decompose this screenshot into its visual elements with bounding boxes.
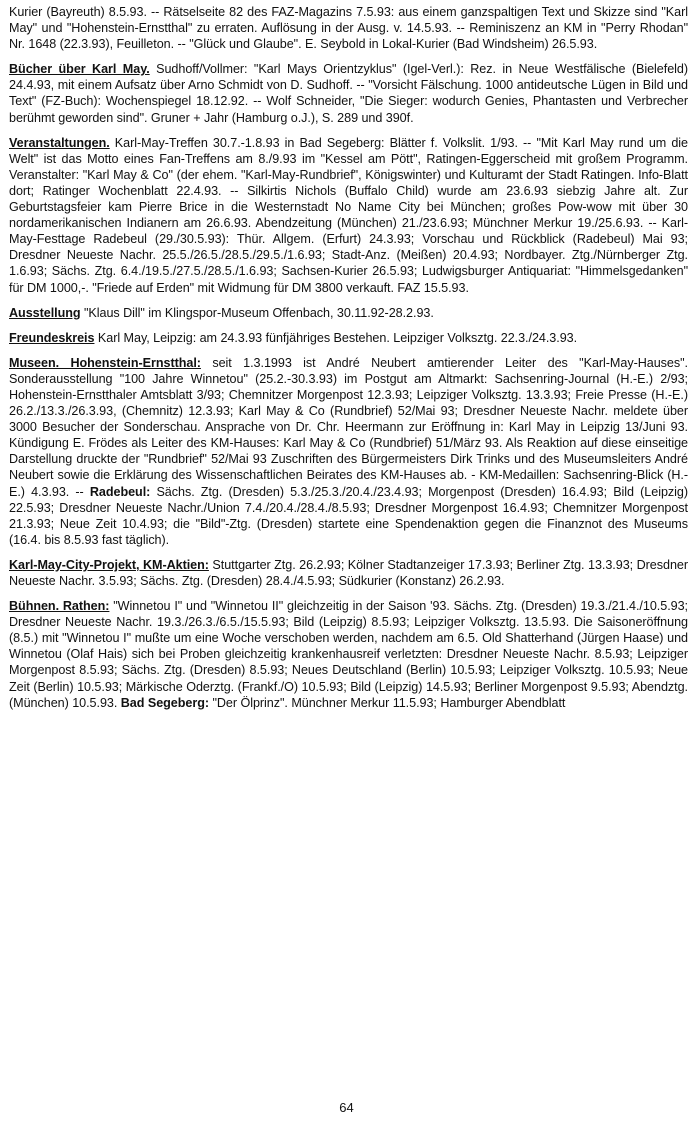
section-heading: Museen. Hohenstein-Ernstthal:	[9, 355, 201, 370]
subsection-heading: Bad Segeberg:	[120, 695, 209, 710]
paragraph-city-projekt	[9, 557, 688, 589]
paragraph-intro	[9, 4, 688, 52]
page-number: 64	[339, 1100, 354, 1115]
paragraph-ausstellung	[9, 305, 688, 321]
section-heading: Bücher über Karl May.	[9, 62, 150, 77]
paragraph-text: Kurier (Bayreuth) 8.5.93. -- Rätselseite 82 des FAZ-Magazins 7.5.93: aus einem ganzspaltigen Text und Skizze sind "Karl May" und "Hohenstein-Ernstthal" zu erraten. Auflösung in der Ausg. v. 14.5.93. -- Reminiszenz an KM in "Perry Rhodan" Nr. 1648 (22.3.93), Feuilleton. -- "Glück und Glaube". E. Seybold in Lokal-Kurier (Bad Windsheim) 26.5.93.	[9, 5, 688, 52]
paragraph-text: Karl May, Leipzig: am 24.3.93 fünfjähriges Bestehen. Leipziger Volksztg. 22.3./24.3.93.	[94, 330, 578, 345]
paragraph-museen	[9, 355, 688, 548]
paragraph-text: "Der Ölprinz". Münchner Merkur 11.5.93; Hamburger Abendblatt	[209, 695, 566, 710]
paragraph-text: Sächs. Ztg. (Dresden) 5.3./25.3./20.4./23.4.93; Morgenpost (Dresden) 16.4.93; Bild (Leipzig) 22.5.93; Dresdner Neueste Nachr./Union 7.4./20.4./28.4./8.5.93; Dresdner Morgenpost 16.4.93; Chemnitzer Morgenpost 21.3.93; Neue Zeit 10.4.93; die "Bild"-Ztg. (Dresden) startete eine Spendenaktion gegen die Finanznot des Museums (16.4. bis 8.5.93 fast täglich).	[9, 484, 688, 547]
section-heading: Ausstellung	[9, 305, 81, 320]
paragraph-text: "Winnetou I" und "Winnetou II" gleichzeitig in der Saison '93. Sächs. Ztg. (Dresden) 19.3./21.4./10.5.93; Dresdner Neueste Nachr. 19.3./26.3./6.5./15.5.93; Bild (Leipzig) 8.5.93; Leipziger Volksztg. 13.5.93. Die Saisoneröffnung (8.5.) mit "Winnetou I" mußte um eine Woche verschoben werden, nachdem am 6.5. Old Shatterhand (Jürgen Haase) und Winnetou (Olaf Hais) sich bei Proben gleichzeitig krankenhausreif verletzten: Dresdner Neueste Nachr. 8.5.93; Leipziger Morgenpost 8.5.93; Sächs. Ztg. (Dresden) 8.5.93; Neues Deutschland (Berlin) 10.5.93; Leipziger Volksztg. 10.5.93; Neue Zeit (Berlin) 10.5.93; Märkische Oderztg. (Frankf./O) 10.5.93; Bild (Leipzig) 14.5.93; Berliner Morgenpost 9.5.93; Abendztg. (München) 10.5.93.	[9, 599, 688, 710]
paragraph-buecher	[9, 61, 688, 125]
paragraph-text: "Klaus Dill" im Klingspor-Museum Offenbach, 30.11.92-28.2.93.	[80, 305, 434, 320]
section-heading: Karl-May-City-Projekt, KM-Aktien:	[9, 557, 209, 572]
paragraph-text: Sudhoff/Vollmer: "Karl Mays Orientzyklus" (Igel-Verl.): Rez. in Neue Westfälische (Bielefeld) 24.4.93, mit einem Aufsatz über Arno Schmidt von D. Sudhoff. -- "Vorsicht Fälschung. 1000 antideutsche Lügen in Bild und Text" (FZ-Buch): Wochenspiegel 18.12.92. -- Wolf Schneider, "Die Sieger: wodurch Genies, Phantasten und Verbrecher berühmt geworden sind". Gruner + Jahr (Hamburg o.J.), S. 289 und 390f.	[9, 62, 688, 125]
section-heading: Bühnen. Rathen:	[9, 599, 110, 614]
paragraph-veranstaltungen	[9, 135, 688, 296]
paragraph-text: Karl-May-Treffen 30.7.-1.8.93 in Bad Segeberg: Blätter f. Volkslit. 1/93. -- "Mit Karl May rund um die Welt" ist das Motto eines Fan-Treffens am 8./9.93 im "Kessel am Pött", Ratingen-Eggerscheid mit großem Programm. Veranstalter: "Karl May & Co" (der ehem. "Karl-May-Rundbrief", Königswinter) und Kulturamt der Stadt Ratingen. Info-Blatt dort; Ratinger Wochenblatt 22.4.93. -- Silkirtis Nichols (Buffalo Child) wurde am 23.6.93 siebzig Jahre alt. Zur Geburtstagsfeier kam Pierre Brice in die Westernstadt No Name City bei München; großes Pow-wow mit über 30 nordamerikanischen Indianern am 26.6.93. Abendzeitung (München) 21./23.6.93; Münchner Merkur 19./25.6.93. -- Karl-May-Festtage Radebeul (29./30.5.93): Thür. Allgem. (Erfurt) 24.3.93; Vorschau und Rückblick (Radebeul) Mai 93; Dresdner Neueste Nachr. 25.5./26.5./28.5./29.5./1.6.93; Stadt-Anz. (Meißen) 20.4.93; Nordbayer. Ztg./Nürnberger Ztg. 1.6.93; Sächs. Ztg. 6.4./19.5./27.5./28.5./1.6.93; Sachsen-Kurier 26.5.93; Ludwigsburger Antiquariat: "Himmelsgedanken" für DM 1000,-. "Friede auf Erden" mit Widmung für DM 3800 verkauft. FAZ 15.5.93.	[9, 135, 688, 295]
paragraph-buehnen	[9, 598, 688, 711]
document-page	[9, 4, 688, 720]
subsection-heading: Radebeul:	[89, 484, 151, 499]
section-heading: Veranstaltungen.	[9, 135, 110, 150]
paragraph-freundeskreis	[9, 330, 688, 346]
paragraph-text: seit 1.3.1993 ist André Neubert amtierender Leiter des "Karl-May-Hauses". Sonderausstellung "100 Jahre Winnetou" (25.2.-30.3.93) im Postgut am Altmarkt: Sachsenring-Journal (H.-E.) 2/93; Hohenstein-Ernstthaler Amtsblatt 3/93; Chemnitzer Morgenpost 12.3.93; Leipziger Volksztg. 13.3.93; Freie Presse (H.-E.) 26.2./13.3./26.3.93, (Chemnitz) 12.3.93; Karl May & Co (Rundbrief) 52/Mai 93; Dresdner Neueste Nachr. meldete über 3000 Besucher der Sonderschau. Ansprache von Dr. Chr. Heermann zur Eröffnung in: Karl May in Leipzig 13/Juni 93. Kündigung E. Frödes als Leiter des KM-Hauses: Karl May & Co (Rundbrief) 51/März 93. Als Reaktion auf diese einseitige Darstellung druckte der "Rundbrief" 52/Mai 93 Zuschriften des Bürgermeisters Dirk Trinks und des Museumsleiters André Neubert sowie die Erklärung des Wissenschaftlichen Beirates des KM-Hauses ab. - KM-Medaillen: Sachsenring-Blick (H.-E.) 4.3.93. --	[9, 355, 688, 499]
paragraph-text: Stuttgarter Ztg. 26.2.93; Kölner Stadtanzeiger 17.3.93; Berliner Ztg. 13.3.93; Dresdner Neueste Nachr. 3.5.93; Sächs. Ztg. (Dresden) 28.4./4.5.93; Südkurier (Konstanz) 26.2.93.	[9, 557, 689, 588]
section-heading: Freundeskreis	[9, 330, 95, 345]
